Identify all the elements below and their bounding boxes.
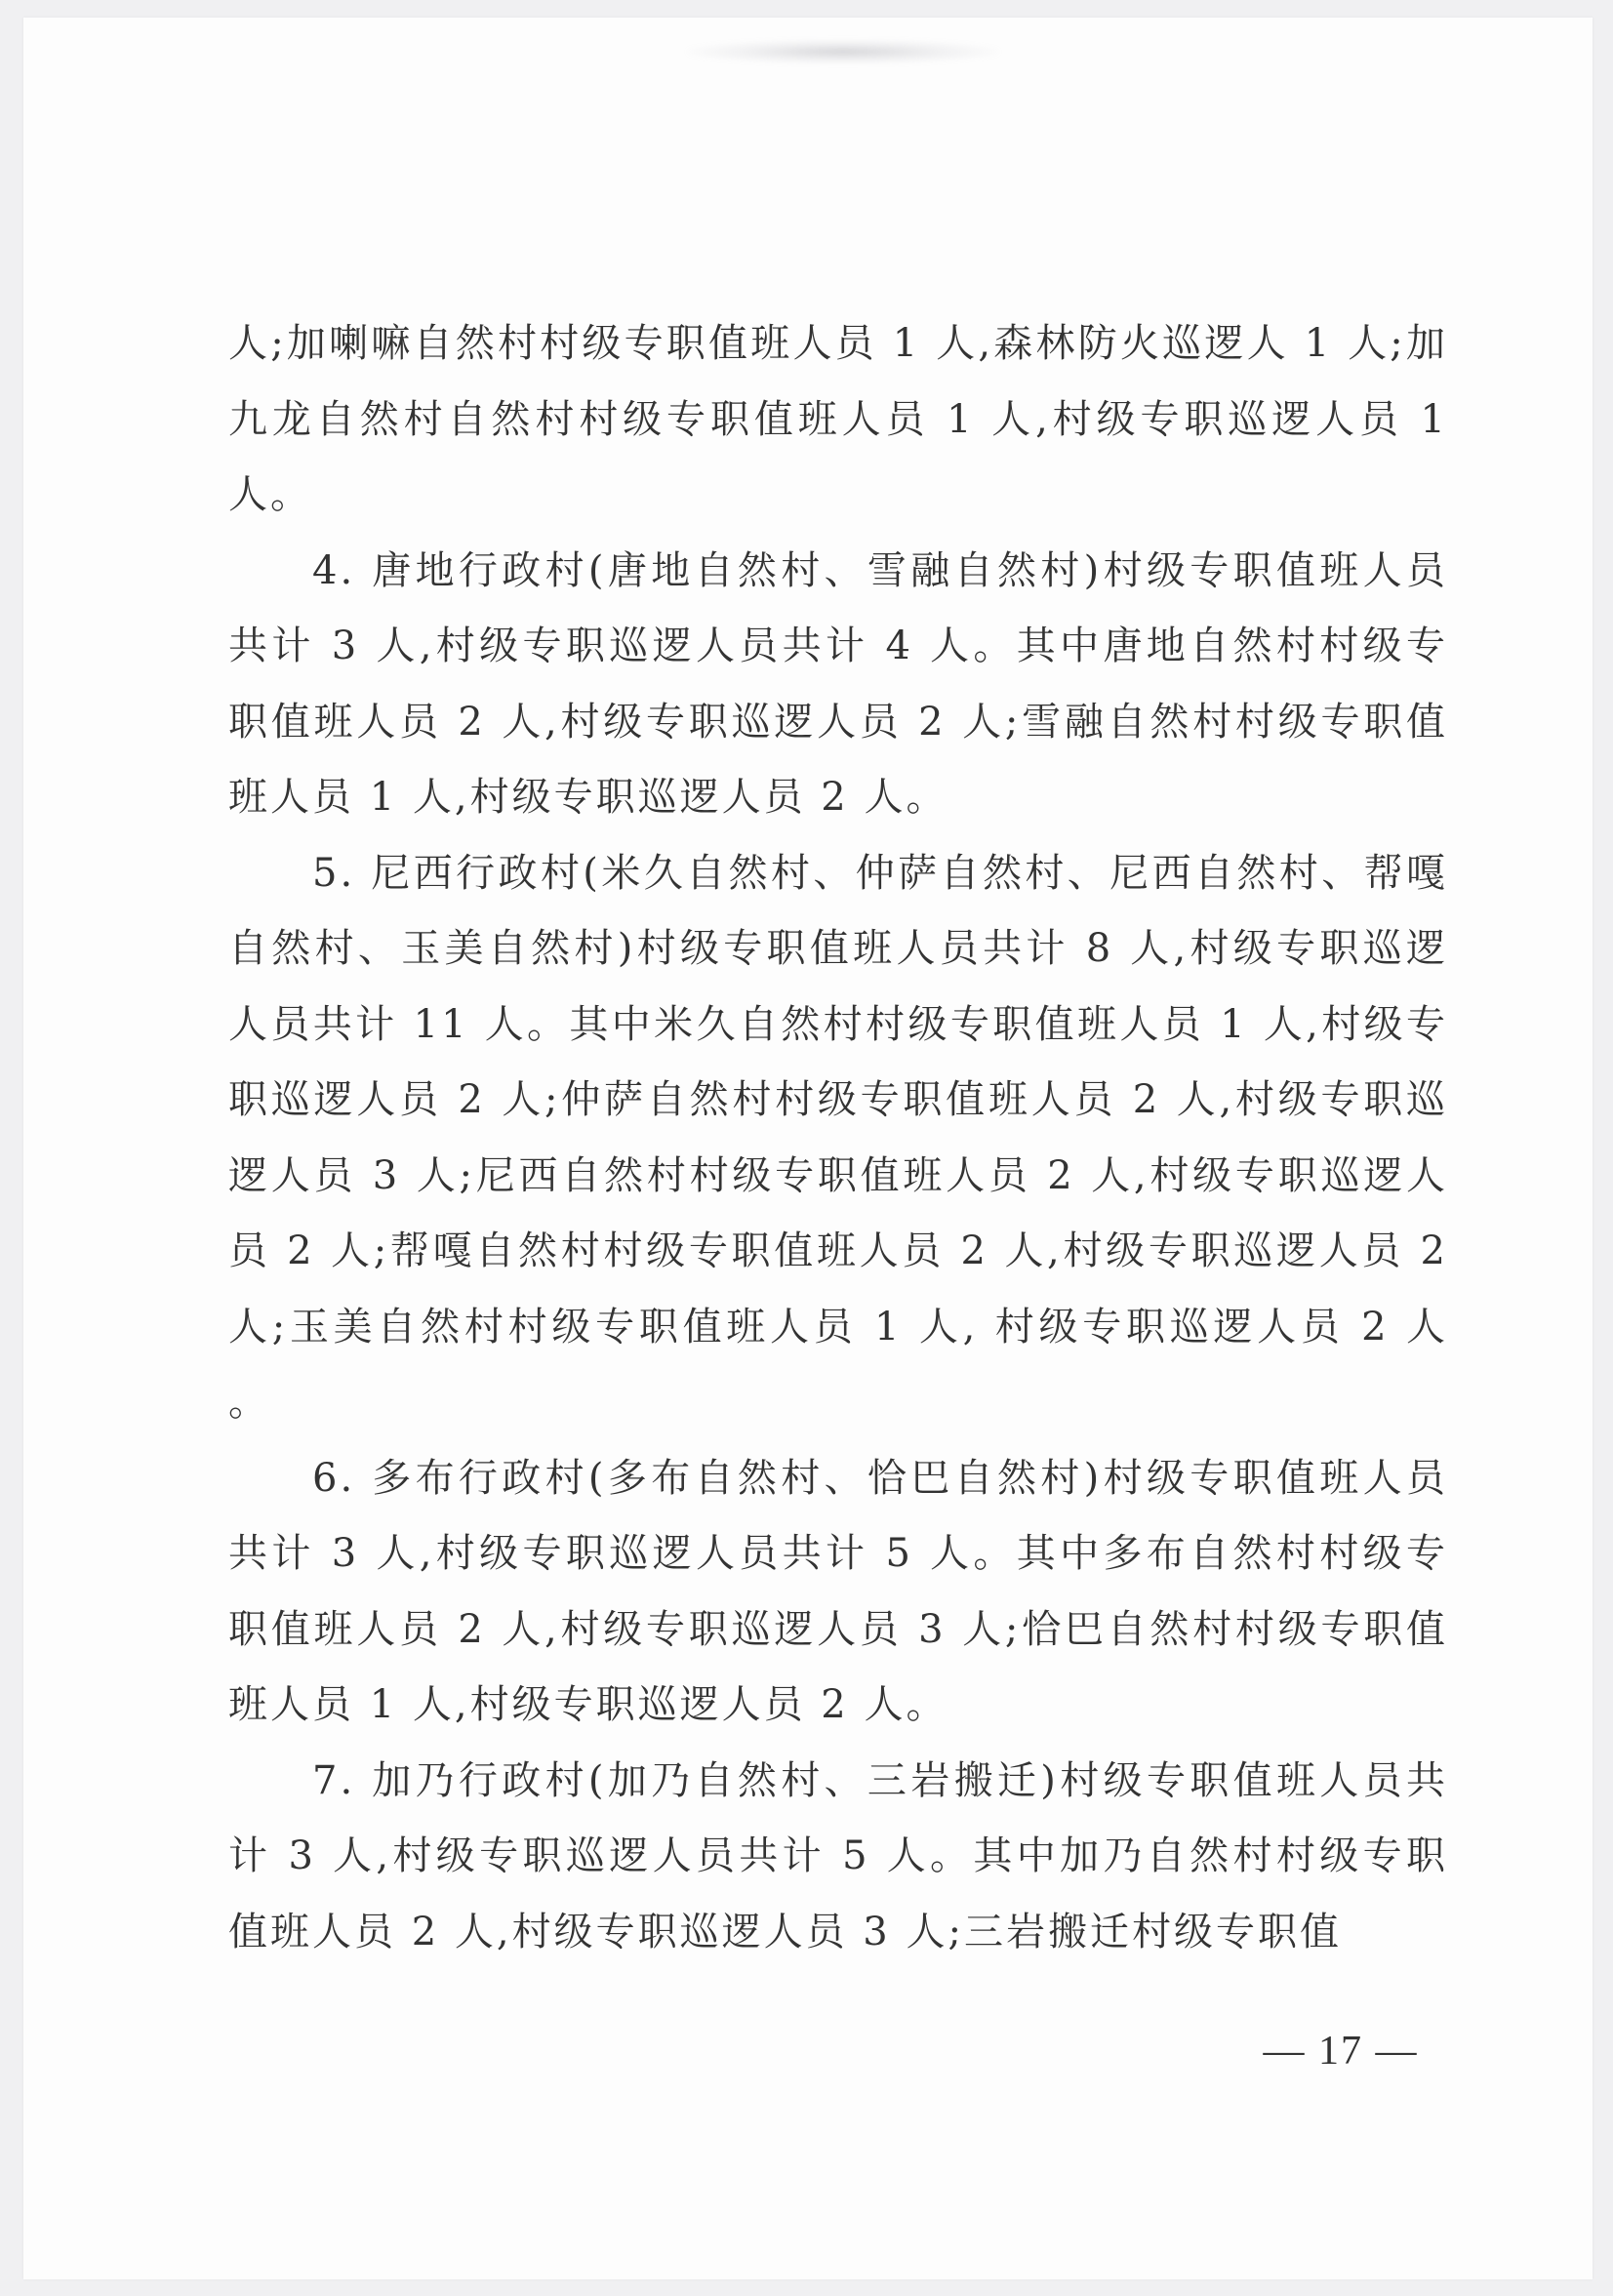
paragraph-item-7: 7. 加乃行政村(加乃自然村、三岩搬迁)村级专职值班人员共计 3 人,村级专职巡逻人员共计 5 人。其中加乃自然村村级专职值班人员 2 人,村级专职巡逻人员 3 人;三岩搬迁村级专职值 [228, 1757, 1448, 1954]
paragraph-item-4: 4. 唐地行政村(唐地自然村、雪融自然村)村级专职值班人员共计 3 人,村级专职巡逻人员共计 4 人。其中唐地自然村村级专职值班人员 2 人,村级专职巡逻人员 2 人;雪融自然村村级专职值班人员 1 人,村级专职巡逻人员 2 人。 [228, 547, 1448, 820]
body-text [228, 306, 1448, 1970]
paragraph-continuation: 人;加喇嘛自然村村级专职值班人员 1 人,森林防火巡逻人 1 人;加九龙自然村自然村村级专职值班人员 1 人,村级专职巡逻人员 1 人。 [228, 321, 1448, 517]
scan-artifact [687, 39, 999, 64]
document-page [23, 18, 1593, 2279]
page-number: — 17 — [1263, 2029, 1419, 2074]
paragraph-item-5: 5. 尼西行政村(米久自然村、仲萨自然村、尼西自然村、帮嘎自然村、玉美自然村)村级专职值班人员共计 8 人,村级专职巡逻人员共计 11 人。其中米久自然村村级专职值班人员 1 人,村级专职巡逻人员 2 人;仲萨自然村村级专职值班人员 2 人,村级专职巡逻人员 3 人;尼西自然村村级专职值班人员 2 人,村级专职巡逻人员 2 人;帮嘎自然村村级专职值班人员 2 人,村级专职巡逻人员 2 人;玉美自然村村级专职值班人员 1 人, 村级专职巡逻人员 2 人 。 [228, 850, 1448, 1425]
paragraph-item-6: 6. 多布行政村(多布自然村、恰巴自然村)村级专职值班人员共计 3 人,村级专职巡逻人员共计 5 人。其中多布自然村村级专职值班人员 2 人,村级专职巡逻人员 3 人;恰巴自然村村级专职值班人员 1 人,村级专职巡逻人员 2 人。 [228, 1455, 1448, 1727]
